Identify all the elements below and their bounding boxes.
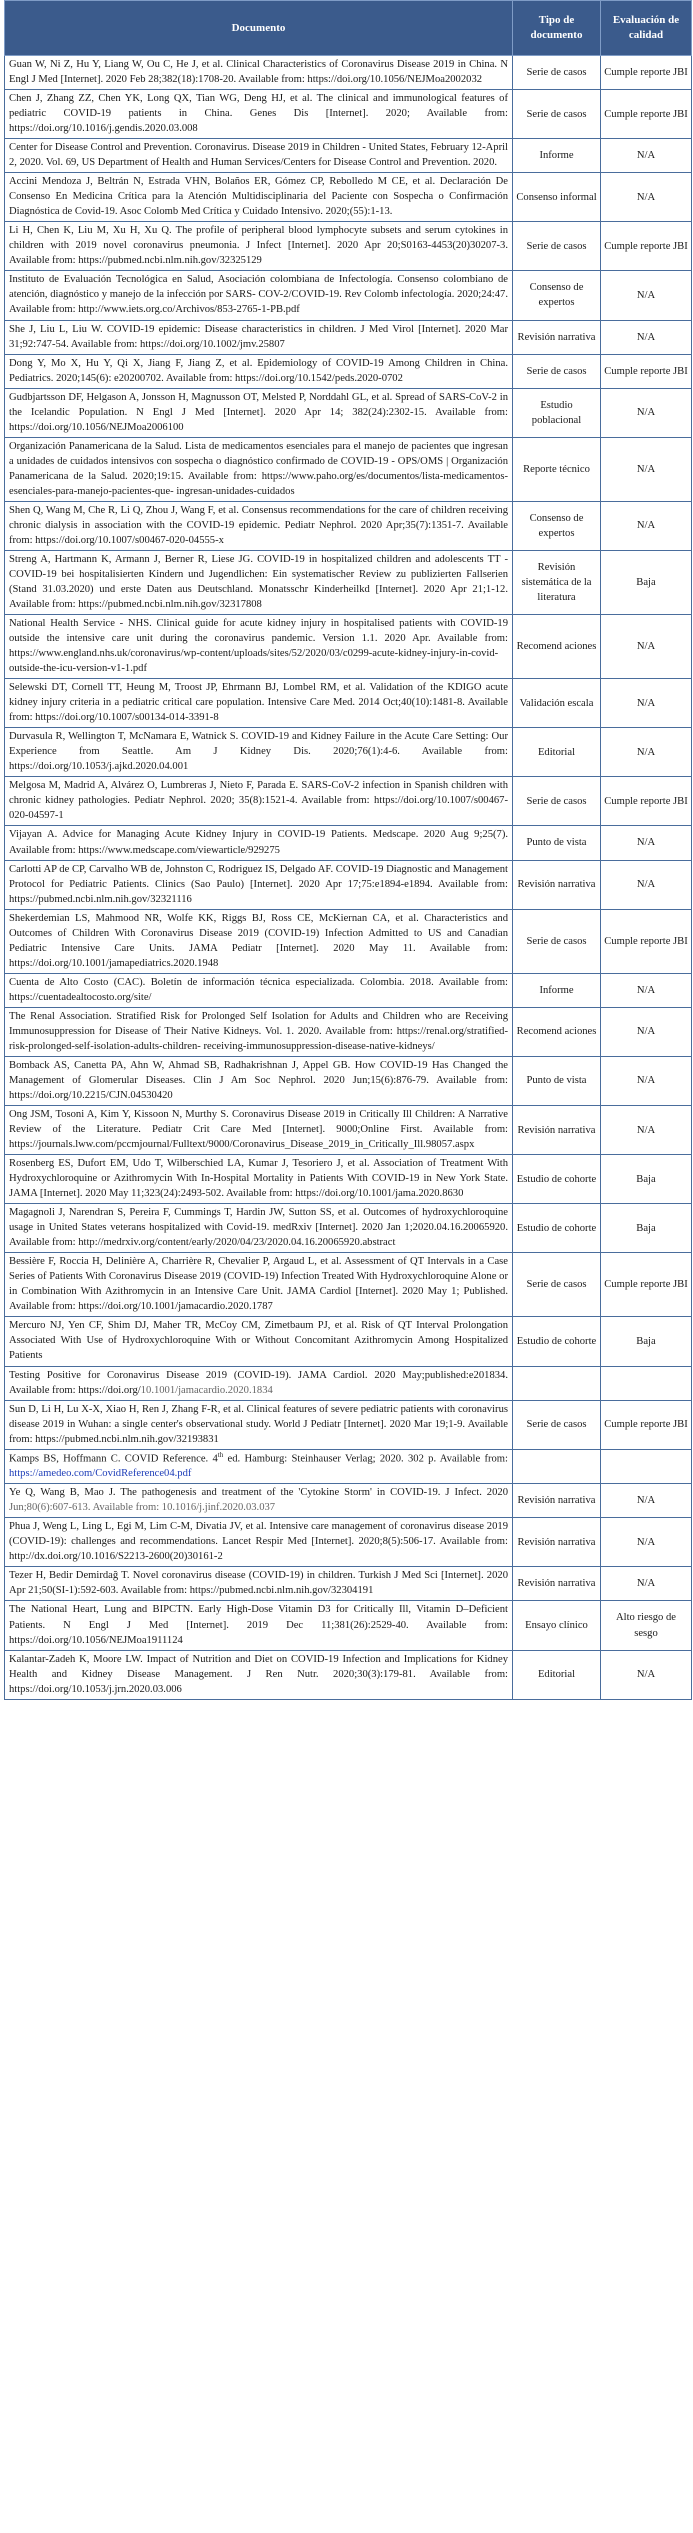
citation-text: Bomback AS, Canetta PA, Ahn W, Ahmad SB, Radhakrishnan J, Appel GB. How COVID-19 Has Changed the Management of Glomerular Diseases. Clin J Am Soc Nephrol. 2020 Jun;15(6):876-79. Available from: https://doi.org/10.2215/CJN.04530420: [9, 1059, 508, 1101]
document-citation: [5, 1567, 513, 1601]
citation-text: Dong Y, Mo X, Hu Y, Qi X, Jiang F, Jiang Z, et al. Epidemiology of COVID-19 Among Children in China. Pediatrics. 2020;145(6): e20200702. Available from: https://doi.org/10.1542/peds.2020-0702: [9, 357, 508, 384]
citation-text: Mercuro NJ, Yen CF, Shim DJ, Maher TR, McCoy CM, Zimetbaum PJ, et al. Risk of QT Interval Prolongation Associated With Use of Hydroxychloroquine With or Without Concomitant Azithromycin Among Hospitalized Patients: [9, 1320, 508, 1362]
table-row: [5, 777, 692, 826]
document-citation: [5, 973, 513, 1007]
table-row: [5, 1400, 692, 1449]
quality-evaluation: N/A: [601, 1484, 692, 1518]
document-type: Serie de casos: [513, 56, 601, 90]
citation-text: Ye Q, Wang B, Mao J. The pathogenesis and treatment of the 'Cytokine Storm' in COVID-19. J Infect. 2020: [9, 1487, 508, 1499]
citation-text: Kamps BS, Hoffmann C. COVID Reference. 4: [9, 1453, 218, 1465]
document-type: Estudio de cohorte: [513, 1155, 601, 1204]
quality-evaluation: Cumple reporte JBI: [601, 1400, 692, 1449]
document-type: Serie de casos: [513, 909, 601, 973]
citation-text: Chen J, Zhang ZZ, Chen YK, Long QX, Tian WG, Deng HJ, et al. The clinical and immunological features of pediatric COVID-19 patients in China. Genes Dis [Internet]. 2020; Available from: https://doi.org/10.1016/j.gendis.2020.03.008: [9, 93, 508, 135]
citation-text: Melgosa M, Madrid A, Alvárez O, Lumbreras J, Nieto F, Parada E. SARS-CoV-2 infection in Spanish children with chronic kidney pathologies. Pediatr Nephrol. 2020; 35(8):1521-4. Available from: https://doi.org/10.1007/s00467-020-04597-1: [9, 780, 508, 822]
quality-evaluation: Alto riesgo de sesgo: [601, 1601, 692, 1650]
document-type: Revisión narrativa: [513, 320, 601, 354]
citation-text: Rosenberg ES, Dufort EM, Udo T, Wilberschied LA, Kumar J, Tesoriero J, et al. Association of Treatment With Hydroxychloroquine or Azithromycin With In-Hospital Mortality in Patients With COVID-19 in New York State. JAMA [Internet]. 2020 May 11;323(24):2493-502. Available from: https://doi.org/10.1001/jama.2020.8630: [9, 1158, 508, 1200]
document-citation: [5, 1650, 513, 1699]
citation-text: Selewski DT, Cornell TT, Heung M, Troost JP, Ehrmann BJ, Lombel RM, et al. Validation of the KDIGO acute kidney injury criteria in a pediatric critical care population. Intensive Care Med. 2014 Oct;40(10):1481-8. Available from: https://doi.org/10.1007/s00134-014-3391-8: [9, 682, 508, 724]
quality-evaluation: N/A: [601, 615, 692, 679]
citation-text: Center for Disease Control and Prevention. Coronavirus. Disease 2019 in Children - United States, February 12-April 2, 2020. Vol. 69, US Department of Health and Human Services/Centers for Disease Control and Prevention. 2020.: [9, 142, 508, 169]
document-type: [513, 1449, 601, 1484]
citation-text: Durvasula R, Wellington T, McNamara E, Watnick S. COVID-19 and Kidney Failure in the Acute Care Setting: Our Experience from Seattle. Am J Kidney Dis. 2020;76(1):4-6. Available from: https://doi.org/10.1053/j.ajkd.2020.04.001: [9, 731, 508, 773]
document-type: [513, 1366, 601, 1400]
quality-evaluation: N/A: [601, 173, 692, 222]
document-citation: [5, 1007, 513, 1056]
quality-evaluation: N/A: [601, 826, 692, 860]
document-citation: [5, 388, 513, 437]
citation-link[interactable]: https://amedeo.com/CovidReference04.pdf: [9, 1468, 192, 1480]
table-row: [5, 1056, 692, 1105]
quality-evaluation: N/A: [601, 1056, 692, 1105]
document-type: Revisión narrativa: [513, 1484, 601, 1518]
table-row: [5, 354, 692, 388]
document-citation: [5, 1484, 513, 1518]
table-row: [5, 222, 692, 271]
citation-text: Sun D, Li H, Lu X-X, Xiao H, Ren J, Zhang F-R, et al. Clinical features of severe pediatric patients with coronavirus disease 2019 in Wuhan: a single center's observational study. World J Pediatr [Internet]. 2020 Mar 19;1-9. Available from: https://pubmed.ncbi.nlm.nih.gov/32193831: [9, 1403, 508, 1445]
document-citation: [5, 222, 513, 271]
document-type: Editorial: [513, 1650, 601, 1699]
citation-text: The Renal Association. Stratified Risk for Prolonged Self Isolation for Adults and Children who are Receiving Immunosuppression for Disease of Their Native Kidneys. Vol. 1. 2020. Available from: https://renal.org/stratified-risk-prolonged-self-isolation-adults-children- receiving-immunosuppression-disease-native-kidneys/: [9, 1010, 508, 1052]
quality-evaluation: N/A: [601, 728, 692, 777]
document-type: Serie de casos: [513, 1400, 601, 1449]
table-row: [5, 1484, 692, 1518]
citation-text: Accini Mendoza J, Beltrán N, Estrada VHN, Bolaños ER, Gómez CP, Rebolledo M CE, et al. Declaración De Consenso En Medicina Crítica para la Atención Multidisciplinaria del Paciente con Sospecha o Confirmación Diagnóstica de Covid-19. Asoc Colomb Med Crítica y Cuidado Intensivo. 2020;(55):1-13.: [9, 176, 508, 218]
table-row: [5, 728, 692, 777]
document-type: Revisión narrativa: [513, 1518, 601, 1567]
citation-text: Magagnoli J, Narendran S, Pereira F, Cummings T, Hardin JW, Sutton SS, et al. Outcomes of hydroxychloroquine usage in United States veterans hospitalized with Covid-19. medRxiv [Internet]. 2020 Jan 1;2020.04.16.20065920. Available from: http://medrxiv.org/content/early/2020/04/23/2020.04.16.20065920.abstract: [9, 1207, 508, 1249]
quality-evaluation: N/A: [601, 860, 692, 909]
quality-evaluation: N/A: [601, 1106, 692, 1155]
citation-text: Phua J, Weng L, Ling L, Egi M, Lim C-M, Divatia JV, et al. Intensive care management of coronavirus disease 2019 (COVID-19): challenges and recommendations. Lancet Respir Med [Internet]. 2020;8(5):506-17. Available from: http://dx.doi.org/10.1016/S2213-2600(20)30161-2: [9, 1521, 508, 1563]
quality-evaluation: N/A: [601, 1007, 692, 1056]
quality-evaluation: [601, 1449, 692, 1484]
table-row: [5, 388, 692, 437]
table-row: [5, 860, 692, 909]
document-citation: [5, 550, 513, 614]
document-type: Validación escala: [513, 679, 601, 728]
table-row: [5, 679, 692, 728]
citation-text: Li H, Chen K, Liu M, Xu H, Xu Q. The profile of peripheral blood lymphocyte subsets and serum cytokines in children with 2019 novel coronavirus pneumonia. J Infect [Internet]. 2020 Apr 20;S0163-4453(20)30207-3. Available from: https://pubmed.ncbi.nlm.nih.gov/32325129: [9, 225, 508, 267]
table-row: [5, 139, 692, 173]
document-citation: [5, 1204, 513, 1253]
quality-evaluation: N/A: [601, 271, 692, 320]
quality-evaluation: N/A: [601, 1650, 692, 1699]
document-citation: [5, 1317, 513, 1366]
citation-text: Ong JSM, Tosoni A, Kim Y, Kissoon N, Murthy S. Coronavirus Disease 2019 in Critically Ill Children: A Narrative Review of the Literature. Pediatr Crit Care Med [Internet]. 9000;Online First. Available from: https://journals.lww.com/pccmjournal/Fulltext/9000/Coronavirus_Disease_2019_in_Critically_Ill.98057.aspx: [9, 1109, 508, 1151]
references-table: [4, 0, 692, 1700]
document-citation: [5, 728, 513, 777]
document-type: Serie de casos: [513, 354, 601, 388]
document-citation: [5, 1056, 513, 1105]
table-row: [5, 1366, 692, 1400]
citation-text: Vijayan A. Advice for Managing Acute Kidney Injury in COVID-19 Patients. Medscape. 2020 Aug 9;25(7). Available from: https://www.medscape.com/viewarticle/929275: [9, 829, 508, 856]
document-type: Estudio de cohorte: [513, 1317, 601, 1366]
citation-text: Tezer H, Bedir Demirdağ T. Novel coronavirus disease (COVID-19) in children. Turkish J Med Sci [Internet]. 2020 Apr 21;50(SI-1):592-603. Available from: https://pubmed.ncbi.nlm.nih.gov/32304191: [9, 1570, 508, 1597]
table-row: [5, 1155, 692, 1204]
document-citation: [5, 90, 513, 139]
document-type: Reporte técnico: [513, 437, 601, 501]
table-row: [5, 271, 692, 320]
document-citation: [5, 271, 513, 320]
document-type: Recomend aciones: [513, 1007, 601, 1056]
document-citation: [5, 1518, 513, 1567]
quality-evaluation: N/A: [601, 973, 692, 1007]
table-row: [5, 909, 692, 973]
quality-evaluation: N/A: [601, 1567, 692, 1601]
quality-evaluation: Cumple reporte JBI: [601, 777, 692, 826]
quality-evaluation: Cumple reporte JBI: [601, 222, 692, 271]
table-row: [5, 173, 692, 222]
table-header-row: [5, 1, 692, 56]
table-row: [5, 1007, 692, 1056]
table-row: [5, 56, 692, 90]
document-type: Serie de casos: [513, 90, 601, 139]
document-type: Consenso informal: [513, 173, 601, 222]
document-citation: [5, 354, 513, 388]
table-row: [5, 501, 692, 550]
document-citation: [5, 1601, 513, 1650]
table-row: [5, 1650, 692, 1699]
document-type: Consenso de expertos: [513, 271, 601, 320]
table-row: [5, 1253, 692, 1317]
table-row: [5, 826, 692, 860]
document-type: Consenso de expertos: [513, 501, 601, 550]
document-type: Editorial: [513, 728, 601, 777]
document-type: Estudio poblacional: [513, 388, 601, 437]
citation-text-gray: Jun;80(6):607-613. Available from: 10.1016/j.jinf.2020.03.037: [9, 1502, 276, 1514]
document-citation: [5, 615, 513, 679]
table-row: [5, 1567, 692, 1601]
table-row: [5, 550, 692, 614]
header-evaluacion-calidad: Evaluación de calidad: [601, 1, 692, 56]
citation-text: Shen Q, Wang M, Che R, Li Q, Zhou J, Wang F, et al. Consensus recommendations for the care of children receiving chronic dialysis in association with the COVID-19 epidemic. Pediatr Nephrol. 2020 Apr;35(7):1351-7. Available from: https://doi.org/10.1007/s00467-020-04555-x: [9, 504, 508, 546]
quality-evaluation: Baja: [601, 1155, 692, 1204]
document-citation: [5, 437, 513, 501]
quality-evaluation: Cumple reporte JBI: [601, 909, 692, 973]
document-type: Serie de casos: [513, 1253, 601, 1317]
citation-text: The National Heart, Lung and BIPCTN. Early High-Dose Vitamin D3 for Critically Ill, Vitamin D–Deficient Patients. N Engl J Med [Internet]. 2019 Dec 11;381(26):2529-40. Available from: https://doi.org/10.1056/NEJMoa1911124: [9, 1604, 508, 1646]
table-row: [5, 437, 692, 501]
citation-text: Testing Positive for Coronavirus Disease 2019 (COVID-19). JAMA Cardiol. 2020 May;published:e201834. Available from: https://doi.org/: [9, 1369, 508, 1396]
citation-text: Cuenta de Alto Costo (CAC). Boletín de información técnica especializada. Colombia. 2018. Available from: https://cuentadealtocosto.org/site/: [9, 976, 508, 1003]
citation-text-continued: ed. Hamburg: Steinhauser Verlag; 2020. 302 p. Available from:: [223, 1453, 508, 1465]
document-type: Revisión narrativa: [513, 860, 601, 909]
quality-evaluation: N/A: [601, 679, 692, 728]
document-type: Informe: [513, 973, 601, 1007]
quality-evaluation: N/A: [601, 437, 692, 501]
citation-text: Carlotti AP de CP, Carvalho WB de, Johnston C, Rodriguez IS, Delgado AF. COVID-19 Diagnostic and Management Protocol for Pediatric Patients. Clinics (Sao Paulo) [Internet]. 2020 Apr 17;75:e1894-e1894. Available from: https://pubmed.ncbi.nlm.nih.gov/32321116: [9, 863, 508, 905]
document-type: Punto de vista: [513, 1056, 601, 1105]
document-type: Punto de vista: [513, 826, 601, 860]
table-row: [5, 1106, 692, 1155]
document-citation: [5, 679, 513, 728]
quality-evaluation: Cumple reporte JBI: [601, 354, 692, 388]
citation-text: Instituto de Evaluación Tecnológica en Salud, Asociación colombiana de Infectología. Consenso colombiano de atención, diagnóstico y manejo de la infección por SARS- COV-2/COVID-19. Rev Colomb infectología. 2020;24:47. Available from: http://www.iets.org.co/Archivos/853-2765-1-PB.pdf: [9, 274, 508, 316]
document-citation: [5, 173, 513, 222]
quality-evaluation: N/A: [601, 1518, 692, 1567]
table-row: [5, 615, 692, 679]
citation-text: She J, Liu L, Liu W. COVID-19 epidemic: Disease characteristics in children. J Med Virol [Internet]. 2020 Mar 31;92:747-54. Available from: https://doi.org/10.1002/jmv.25807: [9, 323, 508, 350]
document-type: Serie de casos: [513, 222, 601, 271]
document-citation: [5, 1400, 513, 1449]
document-citation: [5, 777, 513, 826]
citation-text: Shekerdemian LS, Mahmood NR, Wolfe KK, Riggs BJ, Ross CE, McKiernan CA, et al. Characteristics and Outcomes of Children With Coronavirus Disease 2019 (COVID-19) Infection Admitted to US and Canadian Pediatric Intensive Care Units. JAMA Pediatr [Internet]. 2020 May 11. Available from: https://doi.org/10.1001/jamapediatrics.2020.1948: [9, 912, 508, 969]
table-row: [5, 1317, 692, 1366]
header-documento: Documento: [5, 1, 513, 56]
document-citation: [5, 139, 513, 173]
document-type: Estudio de cohorte: [513, 1204, 601, 1253]
citation-text-gray: 10.1001/jamacardio.2020.1834: [140, 1384, 273, 1396]
document-citation: [5, 826, 513, 860]
table-row: [5, 1601, 692, 1650]
table-row: [5, 973, 692, 1007]
citation-superscript: th: [217, 1450, 224, 1459]
document-citation: [5, 1155, 513, 1204]
document-type: Ensayo clínico: [513, 1601, 601, 1650]
table-body: [5, 56, 692, 1700]
quality-evaluation: Baja: [601, 550, 692, 614]
quality-evaluation: N/A: [601, 139, 692, 173]
document-citation: [5, 501, 513, 550]
quality-evaluation: N/A: [601, 388, 692, 437]
document-type: Serie de casos: [513, 777, 601, 826]
document-citation: [5, 1449, 513, 1484]
document-citation: [5, 909, 513, 973]
table-row: [5, 90, 692, 139]
citation-text: Gudbjartsson DF, Helgason A, Jonsson H, Magnusson OT, Melsted P, Norddahl GL, et al. Spread of SARS-CoV-2 in the Icelandic Population. N Engl J Med [Internet]. 2020 Apr 14; 382(24):2302-15. Available from: https://doi.org/10.1056/NEJMoa2006100: [9, 391, 508, 433]
document-type: Recomend aciones: [513, 615, 601, 679]
document-citation: [5, 1366, 513, 1400]
document-type: Revisión narrativa: [513, 1106, 601, 1155]
document-type: Revisión sistemática de la literatura: [513, 550, 601, 614]
document-type: Revisión narrativa: [513, 1567, 601, 1601]
quality-evaluation: Cumple reporte JBI: [601, 90, 692, 139]
quality-evaluation: N/A: [601, 320, 692, 354]
quality-evaluation: N/A: [601, 501, 692, 550]
citation-text: Organización Panamericana de la Salud. Lista de medicamentos esenciales para el manejo de pacientes que ingresan a unidades de cuidados intensivos con sospecha o diagnóstico confirmado de COVID-19 - OPS/OMS | Organización Panamericana de la Salud. 2020;19:15. Available from: https://www.paho.org/es/documentos/lista-medicamentos-esenciales-para-manejo-pacientes-que- ingresan-unidades-cuidados: [9, 440, 508, 497]
table-row: [5, 1449, 692, 1484]
citation-text: Streng A, Hartmann K, Armann J, Berner R, Liese JG. COVID-19 in hospitalized children and adolescents TT - COVID-19 bei hospitalisierten Kindern und Jugendlichen: Ein systematischer Review zu publizierten Fallserien (Stand 31.03.2020) und erste Daten aus Deutschland. Monatsschr Kinderheilkd [Internet]. 2020 Apr 21;1-12. Available from: https://pubmed.ncbi.nlm.nih.gov/32317808: [9, 553, 508, 611]
quality-evaluation: [601, 1366, 692, 1400]
table-row: [5, 1204, 692, 1253]
document-citation: [5, 56, 513, 90]
citation-text: National Health Service - NHS. Clinical guide for acute kidney injury in hospitalised patients with COVID-19 outside the intensive care unit during the coronavirus pandemic. Version 1.1. 2020 Apr. Available from: https://www.england.nhs.uk/coronavirus/wp-content/uploads/sites/52/2020/03/c0299-acute-kidney-injury-in-covid-outside-the-icu-version-v1-1.pdf: [9, 618, 508, 675]
document-citation: [5, 1106, 513, 1155]
table-row: [5, 320, 692, 354]
quality-evaluation: Cumple reporte JBI: [601, 56, 692, 90]
quality-evaluation: Baja: [601, 1317, 692, 1366]
citation-text: Kalantar-Zadeh K, Moore LW. Impact of Nutrition and Diet on COVID-19 Infection and Implications for Kidney Health and Kidney Disease Management. J Ren Nutr. 2020;30(3):179-81. Available from: https://doi.org/10.1053/j.jrn.2020.03.006: [9, 1653, 508, 1695]
citation-text: Bessière F, Roccia H, Delinière A, Charrière R, Chevalier P, Argaud L, et al. Assessment of QT Intervals in a Case Series of Patients With Coronavirus Disease 2019 (COVID-19) Infection Treated With Hydroxychloroquine Alone or in Combination With Azithromycin in an Intensive Care Unit. JAMA Cardiol [Internet]. 2020 May 1; Published. Available from: https://doi.org/10.1001/jamacardio.2020.1787: [9, 1256, 508, 1313]
quality-evaluation: Cumple reporte JBI: [601, 1253, 692, 1317]
table-row: [5, 1518, 692, 1567]
quality-evaluation: Baja: [601, 1204, 692, 1253]
document-citation: [5, 860, 513, 909]
document-type: Informe: [513, 139, 601, 173]
citation-text: Guan W, Ni Z, Hu Y, Liang W, Ou C, He J, et al. Clinical Characteristics of Coronavirus Disease 2019 in China. N Engl J Med [Internet]. 2020 Feb 28;382(18):1708-20. Available from: https://doi.org/10.1056/NEJMoa2002032: [9, 59, 508, 86]
header-tipo-documento: Tipo de documento: [513, 1, 601, 56]
document-citation: [5, 320, 513, 354]
document-citation: [5, 1253, 513, 1317]
